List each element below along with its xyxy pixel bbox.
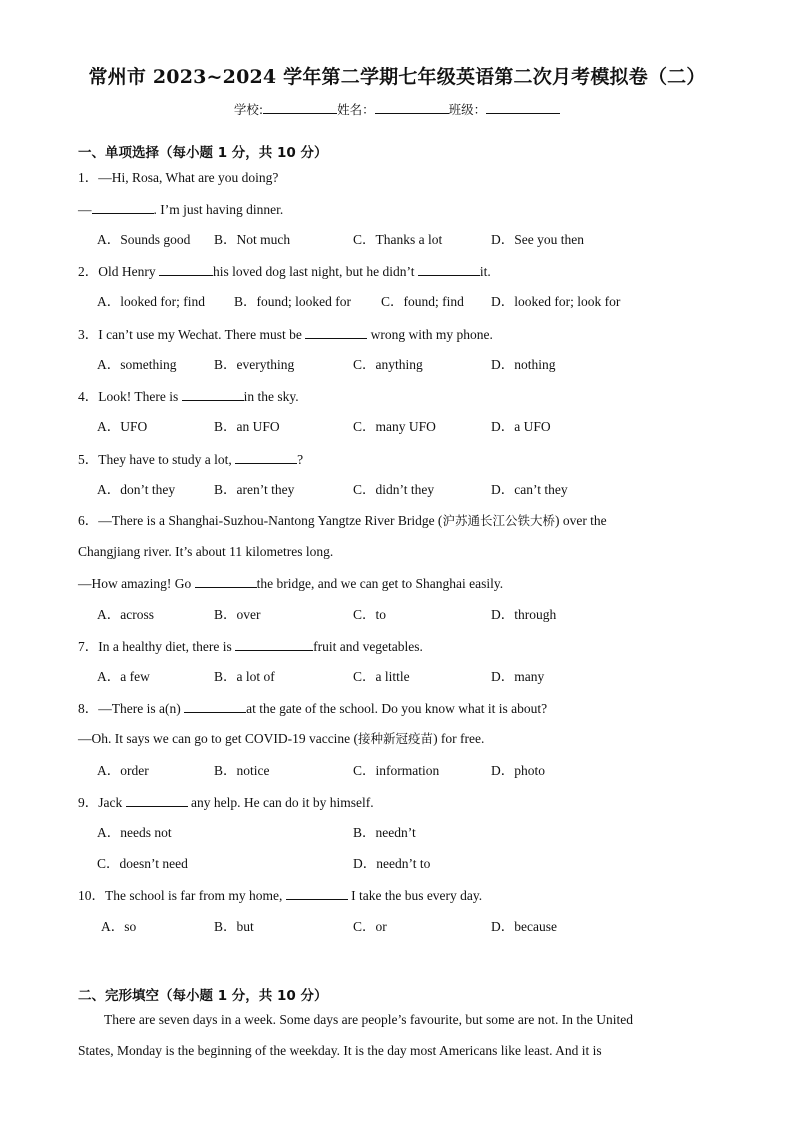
q3-stem: 3．I can’t use my Wechat. There must be wrong with my phone. (78, 327, 493, 342)
q7-option-c[interactable]: C．a little (353, 669, 410, 684)
q9-option-a[interactable]: A．needs not (97, 825, 172, 840)
q2-stem: 2．Old Henry his loved dog last night, but he didn’t it. (78, 264, 491, 279)
section1-title: 一、单项选择（每小题 1 分，共 10 分） (78, 145, 328, 161)
q7-option-a[interactable]: A．a few (97, 669, 150, 684)
q4-stem: 4．Look! There is in the sky. (78, 389, 299, 404)
q3-option-b[interactable]: B．everything (214, 357, 295, 372)
section2-title: 二、完形填空（每小题 1 分，共 10 分） (78, 988, 328, 1004)
q5-option-a[interactable]: A．don’t they (97, 482, 176, 497)
q4-option-d[interactable]: D．a UFO (491, 419, 551, 434)
q10-stem: 10．The school is far from my home, I take the bus every day. (78, 888, 483, 903)
q10-option-c[interactable]: C．or (353, 919, 387, 934)
answer-blank[interactable] (195, 574, 257, 588)
q8-option-b[interactable]: B．notice (214, 763, 270, 778)
q6-option-b[interactable]: B．over (214, 607, 261, 622)
q8-stem-line2: —Oh. It says we can go to get COVID-19 vaccine (接种新冠疫苗) for free. (78, 731, 485, 746)
answer-blank[interactable] (92, 200, 154, 214)
q10-option-d[interactable]: D．because (491, 919, 557, 934)
q5-option-c[interactable]: C．didn’t they (353, 482, 435, 497)
q6-option-c[interactable]: C．to (353, 607, 387, 622)
cloze-paragraph-line: States, Monday is the beginning of the weekday. It is the day most Americans like least. And it is (78, 1043, 602, 1058)
answer-blank[interactable] (159, 262, 213, 276)
answer-blank[interactable] (305, 325, 367, 339)
q5-stem: 5．They have to study a lot, ? (78, 452, 304, 467)
q10-option-a[interactable]: A．so (101, 919, 137, 934)
q2-option-d[interactable]: D．looked for; look for (491, 294, 621, 309)
q1-option-a[interactable]: A．Sounds good (97, 232, 191, 247)
q9-option-c[interactable]: C．doesn’t need (97, 856, 188, 871)
student-info-line (0, 100, 794, 118)
q5-option-b[interactable]: B．aren’t they (214, 482, 295, 497)
school-blank[interactable] (263, 100, 337, 114)
q8-option-a[interactable]: A．order (97, 763, 149, 778)
q6-stem-line3: —How amazing! Go the bridge, and we can get to Shanghai easily. (78, 576, 504, 591)
q4-option-a[interactable]: A．UFO (97, 419, 148, 434)
q6-stem: 6．—There is a Shanghai-Suzhou-Nantong Yangtze River Bridge (沪苏通长江公铁大桥) over the (78, 513, 607, 528)
q7-option-b[interactable]: B．a lot of (214, 669, 275, 684)
q1-stem: 1．—Hi, Rosa, What are you doing? (78, 170, 279, 185)
q9-option-d[interactable]: D．needn’t to (353, 856, 431, 871)
class-label: 班级： (448, 102, 487, 117)
q4-option-b[interactable]: B．an UFO (214, 419, 280, 434)
q2-option-b[interactable]: B．found; looked for (234, 294, 351, 309)
answer-blank[interactable] (235, 637, 313, 651)
answer-blank[interactable] (184, 699, 246, 713)
answer-blank[interactable] (235, 450, 297, 464)
q2-option-a[interactable]: A．looked for; find (97, 294, 205, 309)
q6-option-d[interactable]: D．through (491, 607, 557, 622)
q9-option-b[interactable]: B．needn’t (353, 825, 416, 840)
q6-stem-line2: Changjiang river. It’s about 11 kilometres long. (78, 544, 334, 559)
q6-option-a[interactable]: A．across (97, 607, 154, 622)
q3-option-c[interactable]: C．anything (353, 357, 423, 372)
q1-option-d[interactable]: D．See you then (491, 232, 584, 247)
name-blank[interactable] (375, 100, 449, 114)
q1-stem-line2: — . I’m just having dinner. (78, 202, 284, 217)
school-label: 学校: (233, 102, 264, 117)
q8-stem: 8．—There is a(n) at the gate of the school. Do you know what it is about? (78, 701, 548, 716)
q3-option-a[interactable]: A．something (97, 357, 177, 372)
answer-blank[interactable] (182, 387, 244, 401)
q10-option-b[interactable]: B．but (214, 919, 254, 934)
class-blank[interactable] (486, 100, 560, 114)
q8-option-d[interactable]: D．photo (491, 763, 545, 778)
q5-option-d[interactable]: D．can’t they (491, 482, 568, 497)
answer-blank[interactable] (418, 262, 480, 276)
cloze-paragraph-line: There are seven days in a week. Some days are people’s favourite, but some are not. In the United (104, 1012, 633, 1027)
q4-option-c[interactable]: C．many UFO (353, 419, 436, 434)
q3-option-d[interactable]: D．nothing (491, 357, 556, 372)
answer-blank[interactable] (126, 793, 188, 807)
name-label: 姓名： (337, 102, 375, 117)
answer-blank[interactable] (286, 886, 348, 900)
exam-title: 常州市 2023~2024 学年第二学期七年级英语第二次月考模拟卷（二） (88, 66, 706, 88)
q9-stem: 9．Jack any help. He can do it by himself. (78, 795, 374, 810)
q1-option-c[interactable]: C．Thanks a lot (353, 232, 443, 247)
q2-option-c[interactable]: C．found; find (381, 294, 464, 309)
q7-option-d[interactable]: D．many (491, 669, 545, 684)
q1-option-b[interactable]: B．Not much (214, 232, 291, 247)
q8-option-c[interactable]: C．information (353, 763, 440, 778)
q7-stem: 7．In a healthy diet, there is fruit and vegetables. (78, 639, 423, 654)
